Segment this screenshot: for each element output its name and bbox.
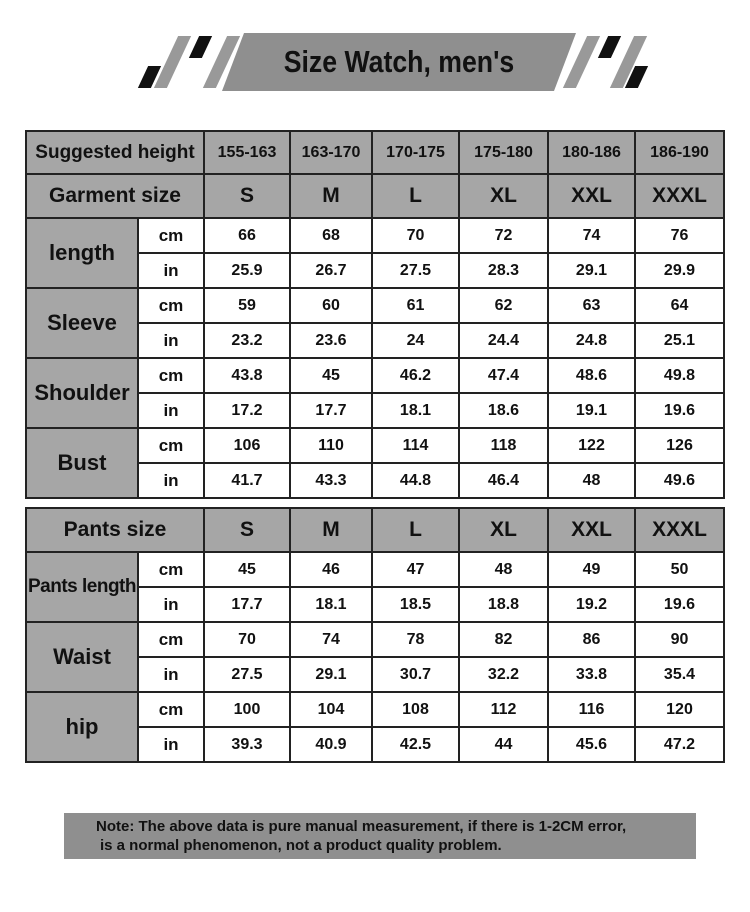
value-cell: 27.5 xyxy=(372,253,459,288)
value-cell: 90 xyxy=(635,622,724,657)
measure-row-cm xyxy=(26,622,724,657)
value-cell: 110 xyxy=(290,428,372,463)
unit-label: cm xyxy=(138,552,204,587)
value-cell: 29.9 xyxy=(635,253,724,288)
value-cell: 49.6 xyxy=(635,463,724,498)
garment-size-table xyxy=(25,130,725,499)
unit-label: in xyxy=(138,393,204,428)
value-cell: 19.6 xyxy=(635,587,724,622)
value-cell: 86 xyxy=(548,622,635,657)
pants-size-row xyxy=(26,508,724,552)
value-cell: 70 xyxy=(372,218,459,253)
size-cell: M xyxy=(290,508,372,552)
value-cell: 24.8 xyxy=(548,323,635,358)
size-cell: L xyxy=(372,174,459,218)
value-cell: 23.6 xyxy=(290,323,372,358)
value-cell: 18.8 xyxy=(459,587,548,622)
value-cell: 17.7 xyxy=(204,587,290,622)
title-banner xyxy=(0,30,750,94)
size-cell: L xyxy=(372,508,459,552)
unit-label: in xyxy=(138,323,204,358)
value-cell: 62 xyxy=(459,288,548,323)
value-cell: 120 xyxy=(635,692,724,727)
value-cell: 112 xyxy=(459,692,548,727)
value-cell: 76 xyxy=(635,218,724,253)
value-cell: 19.2 xyxy=(548,587,635,622)
value-cell: 48.6 xyxy=(548,358,635,393)
value-cell: 45 xyxy=(204,552,290,587)
measurement-label: Pants length xyxy=(26,552,138,622)
unit-label: in xyxy=(138,587,204,622)
unit-label: in xyxy=(138,253,204,288)
measure-row-cm xyxy=(26,428,724,463)
size-cell: XL xyxy=(459,508,548,552)
value-cell: 59 xyxy=(204,288,290,323)
size-cell: M xyxy=(290,174,372,218)
value-cell: 68 xyxy=(290,218,372,253)
measure-row-cm xyxy=(26,552,724,587)
value-cell: 44 xyxy=(459,727,548,762)
size-cell: XXXL xyxy=(635,174,724,218)
unit-label: in xyxy=(138,727,204,762)
unit-label: in xyxy=(138,463,204,498)
value-cell: 26.7 xyxy=(290,253,372,288)
value-cell: 46.4 xyxy=(459,463,548,498)
value-cell: 66 xyxy=(204,218,290,253)
measurement-label: length xyxy=(26,218,138,288)
value-cell: 40.9 xyxy=(290,727,372,762)
decorative-stripe xyxy=(189,36,212,58)
value-cell: 17.2 xyxy=(204,393,290,428)
value-cell: 82 xyxy=(459,622,548,657)
value-cell: 122 xyxy=(548,428,635,463)
value-cell: 63 xyxy=(548,288,635,323)
unit-label: cm xyxy=(138,288,204,323)
value-cell: 49.8 xyxy=(635,358,724,393)
unit-label: cm xyxy=(138,358,204,393)
unit-label: cm xyxy=(138,622,204,657)
measure-row-cm xyxy=(26,692,724,727)
value-cell: 19.1 xyxy=(548,393,635,428)
value-cell: 60 xyxy=(290,288,372,323)
value-cell: 44.8 xyxy=(372,463,459,498)
value-cell: 116 xyxy=(548,692,635,727)
unit-label: cm xyxy=(138,692,204,727)
size-cell: XXL xyxy=(548,174,635,218)
suggested-height-label: Suggested height xyxy=(26,131,204,174)
unit-label: cm xyxy=(138,218,204,253)
value-cell: 74 xyxy=(290,622,372,657)
size-cell: XXXL xyxy=(635,508,724,552)
value-cell: 24.4 xyxy=(459,323,548,358)
measurement-label: Bust xyxy=(26,428,138,498)
value-cell: 19.6 xyxy=(635,393,724,428)
value-cell: 47.4 xyxy=(459,358,548,393)
value-cell: 28.3 xyxy=(459,253,548,288)
value-cell: 48 xyxy=(548,463,635,498)
size-cell: XL xyxy=(459,174,548,218)
value-cell: 126 xyxy=(635,428,724,463)
value-cell: 43.8 xyxy=(204,358,290,393)
garment-size-label: Garment size xyxy=(26,174,204,218)
value-cell: 18.5 xyxy=(372,587,459,622)
size-cell: S xyxy=(204,174,290,218)
height-cell: 155-163 xyxy=(204,131,290,174)
garment-size-row xyxy=(26,174,724,218)
value-cell: 33.8 xyxy=(548,657,635,692)
value-cell: 30.7 xyxy=(372,657,459,692)
measurement-label: hip xyxy=(26,692,138,762)
value-cell: 74 xyxy=(548,218,635,253)
value-cell: 29.1 xyxy=(290,657,372,692)
value-cell: 24 xyxy=(372,323,459,358)
unit-label: in xyxy=(138,657,204,692)
value-cell: 35.4 xyxy=(635,657,724,692)
unit-label: cm xyxy=(138,428,204,463)
value-cell: 50 xyxy=(635,552,724,587)
value-cell: 47.2 xyxy=(635,727,724,762)
pants-size-table xyxy=(25,507,725,763)
value-cell: 70 xyxy=(204,622,290,657)
height-cell: 186-190 xyxy=(635,131,724,174)
value-cell: 118 xyxy=(459,428,548,463)
value-cell: 32.2 xyxy=(459,657,548,692)
measure-row-cm xyxy=(26,288,724,323)
value-cell: 18.6 xyxy=(459,393,548,428)
value-cell: 41.7 xyxy=(204,463,290,498)
value-cell: 100 xyxy=(204,692,290,727)
value-cell: 27.5 xyxy=(204,657,290,692)
value-cell: 72 xyxy=(459,218,548,253)
measure-row-cm xyxy=(26,358,724,393)
height-cell: 180-186 xyxy=(548,131,635,174)
pants-size-label: Pants size xyxy=(26,508,204,552)
decorative-stripe xyxy=(598,36,621,58)
value-cell: 104 xyxy=(290,692,372,727)
measurement-label: Waist xyxy=(26,622,138,692)
decorative-stripe xyxy=(154,36,191,88)
value-cell: 108 xyxy=(372,692,459,727)
value-cell: 25.9 xyxy=(204,253,290,288)
value-cell: 17.7 xyxy=(290,393,372,428)
height-cell: 163-170 xyxy=(290,131,372,174)
value-cell: 48 xyxy=(459,552,548,587)
suggested-height-row xyxy=(26,131,724,174)
value-cell: 29.1 xyxy=(548,253,635,288)
value-cell: 42.5 xyxy=(372,727,459,762)
note-band xyxy=(64,813,696,859)
value-cell: 45.6 xyxy=(548,727,635,762)
note-line-1: Note: The above data is pure manual measurement, if there is 1-2CM error, xyxy=(96,818,627,835)
value-cell: 61 xyxy=(372,288,459,323)
page-title: Size Watch, men's xyxy=(283,44,515,79)
height-cell: 175-180 xyxy=(459,131,548,174)
value-cell: 47 xyxy=(372,552,459,587)
value-cell: 18.1 xyxy=(290,587,372,622)
value-cell: 46.2 xyxy=(372,358,459,393)
value-cell: 114 xyxy=(372,428,459,463)
size-cell: XXL xyxy=(548,508,635,552)
value-cell: 25.1 xyxy=(635,323,724,358)
note-line-2: is a normal phenomenon, not a product quality problem. xyxy=(100,837,502,854)
value-cell: 46 xyxy=(290,552,372,587)
value-cell: 45 xyxy=(290,358,372,393)
size-cell: S xyxy=(204,508,290,552)
value-cell: 18.1 xyxy=(372,393,459,428)
value-cell: 78 xyxy=(372,622,459,657)
value-cell: 39.3 xyxy=(204,727,290,762)
measurement-label: Sleeve xyxy=(26,288,138,358)
value-cell: 43.3 xyxy=(290,463,372,498)
value-cell: 64 xyxy=(635,288,724,323)
measurement-label: Shoulder xyxy=(26,358,138,428)
height-cell: 170-175 xyxy=(372,131,459,174)
value-cell: 23.2 xyxy=(204,323,290,358)
value-cell: 49 xyxy=(548,552,635,587)
value-cell: 106 xyxy=(204,428,290,463)
measure-row-cm xyxy=(26,218,724,253)
